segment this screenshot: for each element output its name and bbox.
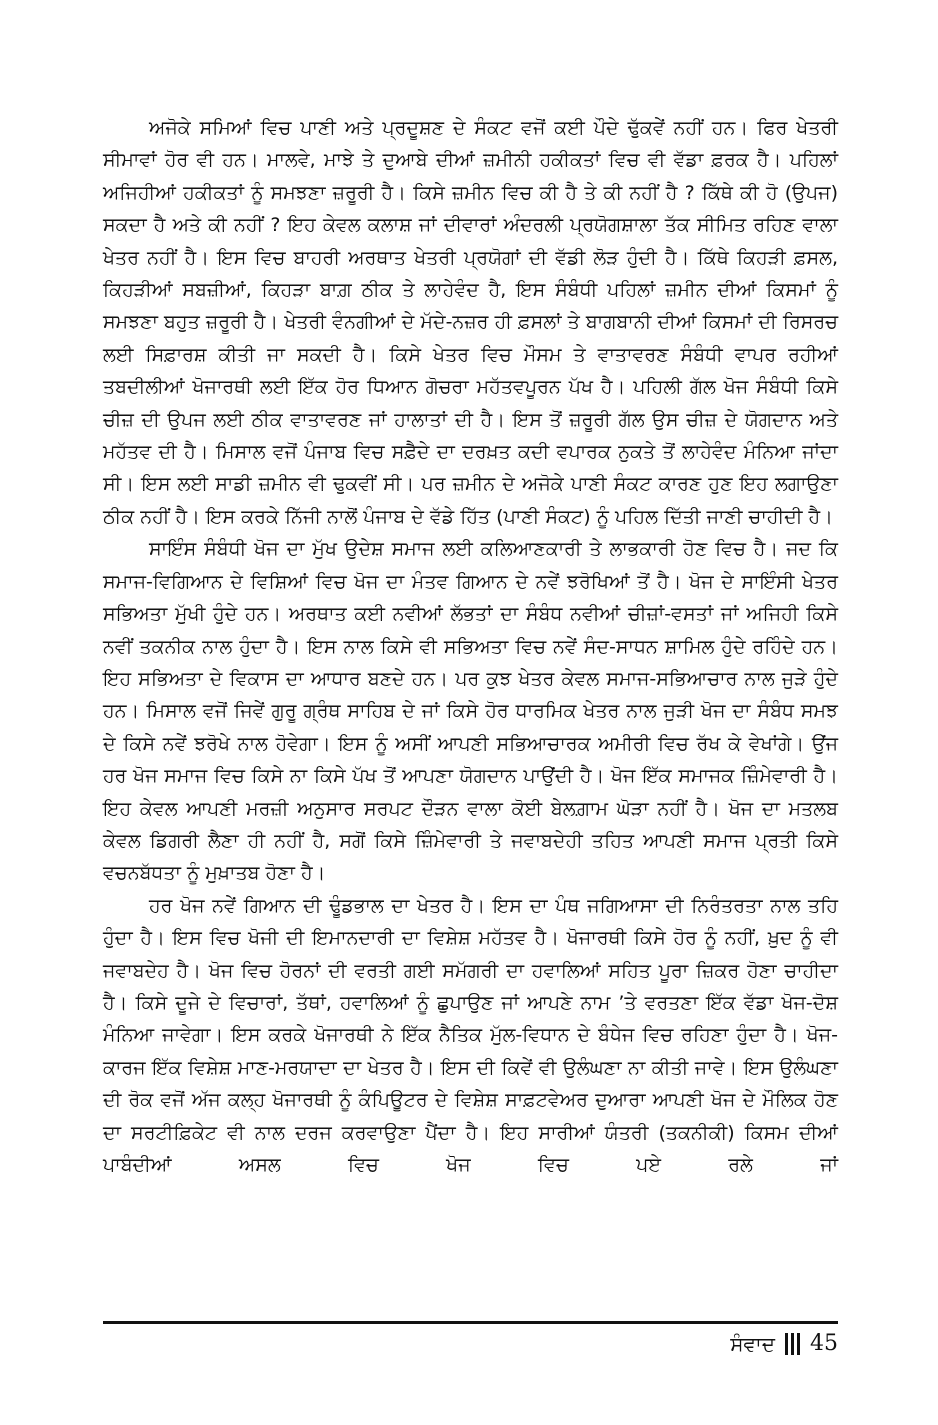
page-footer bbox=[730, 1331, 838, 1356]
paragraph-2: ਸਾਇੰਸ ਸੰਬੰਧੀ ਖੋਜ ਦਾ ਮੁੱਖ ਉਦੇਸ਼ ਸਮਾਜ ਲਈ ਕਲਿਆਣਕਾਰੀ ਤੇ ਲਾਭਕਾਰੀ ਹੋਣ ਵਿਚ ਹੈ। ਜਦ ਕਿ ਸਮਾਜ-ਵਿਗਿਆਨ ਦੇ ਵਿਸ਼ਿਆਂ ਵਿਚ ਖੋਜ ਦਾ ਮੰਤਵ ਗਿਆਨ ਦੇ ਨਵੇਂ ਝਰੋਖਿਆਂ ਤੋਂ ਹੈ। ਖੋਜ ਦੇ ਸਾਇੰਸੀ ਖੇਤਰ ਸਭਿਅਤਾ ਮੁੱਖੀ ਹੁੰਦੇ ਹਨ। ਅਰਥਾਤ ਕਈ ਨਵੀਆਂ ਲੱਭਤਾਂ ਦਾ ਸੰਬੰਧ ਨਵੀਆਂ ਚੀਜ਼ਾਂ-ਵਸਤਾਂ ਜਾਂ ਅਜਿਹੀ ਕਿਸੇ ਨਵੀਂ ਤਕਨੀਕ ਨਾਲ ਹੁੰਦਾ ਹੈ। ਇਸ ਨਾਲ ਕਿਸੇ ਵੀ ਸਭਿਅਤਾ ਵਿਚ ਨਵੇਂ ਸੰਦ-ਸਾਧਨ ਸ਼ਾਮਿਲ ਹੁੰਦੇ ਰਹਿੰਦੇ ਹਨ। ਇਹ ਸਭਿਅਤਾ ਦੇ ਵਿਕਾਸ ਦਾ ਆਧਾਰ ਬਣਦੇ ਹਨ। ਪਰ ਕੁਝ ਖੇਤਰ ਕੇਵਲ ਸਮਾਜ-ਸਭਿਆਚਾਰ ਨਾਲ ਜੁੜੇ ਹੁੰਦੇ ਹਨ। ਮਿਸਾਲ ਵਜੋਂ ਜਿਵੇਂ ਗੁਰੂ ਗ੍ਰੰਥ ਸਾਹਿਬ ਦੇ ਜਾਂ ਕਿਸੇ ਹੋਰ ਧਾਰਮਿਕ ਖੇਤਰ ਨਾਲ ਜੁੜੀ ਖੋਜ ਦਾ ਸੰਬੰਧ ਸਮਝ ਦੇ ਕਿਸੇ ਨਵੇਂ ਝਰੋਖੇ ਨਾਲ ਹੋਵੇਗਾ। ਇਸ ਨੂੰ ਅਸੀਂ ਆਪਣੀ ਸਭਿਆਚਾਰਕ ਅਮੀਰੀ ਵਿਚ ਰੱਖ ਕੇ ਵੇਖਾਂਗੇ। ਉਂਜ ਹਰ ਖੋਜ ਸਮਾਜ ਵਿਚ ਕਿਸੇ ਨਾ ਕਿਸੇ ਪੱਖ ਤੋਂ ਆਪਣਾ ਯੋਗਦਾਨ ਪਾਉਂਦੀ ਹੈ। ਖੋਜ ਇੱਕ ਸਮਾਜਕ ਜ਼ਿੰਮੇਵਾਰੀ ਹੈ। ਇਹ ਕੇਵਲ ਆਪਣੀ ਮਰਜ਼ੀ ਅਨੁਸਾਰ ਸਰਪਟ ਦੌੜਨ ਵਾਲਾ ਕੋਈ ਬੇਲਗ਼ਾਮ ਘੋੜਾ ਨਹੀਂ ਹੈ। ਖੋਜ ਦਾ ਮਤਲਬ ਕੇਵਲ ਡਿਗਰੀ ਲੈਣਾ ਹੀ ਨਹੀਂ ਹੈ, ਸਗੋਂ ਕਿਸੇ ਜ਼ਿੰਮੇਵਾਰੀ ਤੇ ਜਵਾਬਦੇਹੀ ਤਹਿਤ ਆਪਣੀ ਸਮਾਜ ਪ੍ਰਤੀ ਕਿਸੇ ਵਚਨਬੱਧਤਾ ਨੂੰ ਮੁਖ਼ਾਤਬ ਹੋਣਾ ਹੈ। bbox=[103, 538, 838, 885]
journal-name: ਸੰਵਾਦ bbox=[730, 1331, 775, 1356]
footer-rule bbox=[103, 1321, 838, 1324]
page-number: 45 bbox=[810, 1331, 838, 1356]
paragraph-1: ਅਜੋਕੇ ਸਮਿਆਂ ਵਿਚ ਪਾਣੀ ਅਤੇ ਪ੍ਰਦੂਸ਼ਣ ਦੇ ਸੰਕਟ ਵਜੋਂ ਕਈ ਪੌਦੇ ਢੁੱਕਵੇਂ ਨਹੀਂ ਹਨ। ਫਿਰ ਖੇਤਰੀ ਸੀਮਾਵਾਂ ਹੋਰ ਵੀ ਹਨ। ਮਾਲਵੇ, ਮਾਝੇ ਤੇ ਦੁਆਬੇ ਦੀਆਂ ਜ਼ਮੀਨੀ ਹਕੀਕਤਾਂ ਵਿਚ ਵੀ ਵੱਡਾ ਫ਼ਰਕ ਹੈ। ਪਹਿਲਾਂ ਅਜਿਹੀਆਂ ਹਕੀਕਤਾਂ ਨੂੰ ਸਮਝਣਾ ਜ਼ਰੂਰੀ ਹੈ। ਕਿਸੇ ਜ਼ਮੀਨ ਵਿਚ ਕੀ ਹੈ ਤੇ ਕੀ ਨਹੀਂ ਹੈ ? ਕਿੱਥੇ ਕੀ ਹੋ (ਉਪਜ) ਸਕਦਾ ਹੈ ਅਤੇ ਕੀ ਨਹੀਂ ? ਇਹ ਕੇਵਲ ਕਲਾਸ਼ ਜਾਂ ਦੀਵਾਰਾਂ ਅੰਦਰਲੀ ਪ੍ਰਯੋਗਸ਼ਾਲਾ ਤੱਕ ਸੀਮਿਤ ਰਹਿਣ ਵਾਲਾ ਖੇਤਰ ਨਹੀਂ ਹੈ। ਇਸ ਵਿਚ ਬਾਹਰੀ ਅਰਥਾਤ ਖੇਤਰੀ ਪ੍ਰਯੋਗਾਂ ਦੀ ਵੱਡੀ ਲੋੜ ਹੁੰਦੀ ਹੈ। ਕਿੱਥੇ ਕਿਹੜੀ ਫ਼ਸਲ, ਕਿਹੜੀਆਂ ਸਬਜ਼ੀਆਂ, ਕਿਹੜਾ ਬਾਗ਼ ਠੀਕ ਤੇ ਲਾਹੇਵੰਦ ਹੈ, ਇਸ ਸੰਬੰਧੀ ਪਹਿਲਾਂ ਜ਼ਮੀਨ ਦੀਆਂ ਕਿਸਮਾਂ ਨੂੰ ਸਮਝਣਾ ਬਹੁਤ ਜ਼ਰੂਰੀ ਹੈ। ਖੇਤਰੀ ਵੰਨਗੀਆਂ ਦੇ ਮੱਦੇ-ਨਜ਼ਰ ਹੀ ਫ਼ਸਲਾਂ ਤੇ ਬਾਗਬਾਨੀ ਦੀਆਂ ਕਿਸਮਾਂ ਦੀ ਰਿਸਰਚ ਲਈ ਸਿਫ਼ਾਰਸ਼ ਕੀਤੀ ਜਾ ਸਕਦੀ ਹੈ। ਕਿਸੇ ਖੇਤਰ ਵਿਚ ਮੌਸਮ ਤੇ ਵਾਤਾਵਰਣ ਸੰਬੰਧੀ ਵਾਪਰ ਰਹੀਆਂ ਤਬਦੀਲੀਆਂ ਖੋਜਾਰਥੀ ਲਈ ਇੱਕ ਹੋਰ ਧਿਆਨ ਗੋਚਰਾ ਮਹੱਤਵਪੂਰਨ ਪੱਖ ਹੈ। ਪਹਿਲੀ ਗੱਲ ਖੋਜ ਸੰਬੰਧੀ ਕਿਸੇ ਚੀਜ਼ ਦੀ ਉਪਜ ਲਈ ਠੀਕ ਵਾਤਾਵਰਣ ਜਾਂ ਹਾਲਾਤਾਂ ਦੀ ਹੈ। ਇਸ ਤੋਂ ਜ਼ਰੂਰੀ ਗੱਲ ਉਸ ਚੀਜ਼ ਦੇ ਯੋਗਦਾਨ ਅਤੇ ਮਹੱਤਵ ਦੀ ਹੈ। ਮਿਸਾਲ ਵਜੋਂ ਪੰਜਾਬ ਵਿਚ ਸਫ਼ੈਦੇ ਦਾ ਦਰਖ਼ਤ ਕਦੀ ਵਪਾਰਕ ਨੁਕਤੇ ਤੋਂ ਲਾਹੇਵੰਦ ਮੰਨਿਆ ਜਾਂਦਾ ਸੀ। ਇਸ ਲਈ ਸਾਡੀ ਜ਼ਮੀਨ ਵੀ ਢੁਕਵੀਂ ਸੀ। ਪਰ ਜ਼ਮੀਨ ਦੇ ਅਜੋਕੇ ਪਾਣੀ ਸੰਕਟ ਕਾਰਣ ਹੁਣ ਇਹ ਲਗਾਉਣਾ ਠੀਕ ਨਹੀਂ ਹੈ। ਇਸ ਕਰਕੇ ਨਿੱਜੀ ਨਾਲੋਂ ਪੰਜਾਬ ਦੇ ਵੱਡੇ ਹਿੱਤ (ਪਾਣੀ ਸੰਕਟ) ਨੂੰ ਪਹਿਲ ਦਿੱਤੀ ਜਾਣੀ ਚਾਹੀਦੀ ਹੈ। bbox=[103, 117, 839, 528]
bars-ornament-icon bbox=[785, 1333, 800, 1355]
body-text bbox=[103, 112, 838, 1181]
paragraph-3: ਹਰ ਖੋਜ ਨਵੇਂ ਗਿਆਨ ਦੀ ਢੂੰਡਭਾਲ ਦਾ ਖੇਤਰ ਹੈ। ਇਸ ਦਾ ਪੰਥ ਜਗਿਆਸਾ ਦੀ ਨਿਰੰਤਰਤਾ ਨਾਲ ਤਹਿ ਹੁੰਦਾ ਹੈ। ਇਸ ਵਿਚ ਖੋਜੀ ਦੀ ਇਮਾਨਦਾਰੀ ਦਾ ਵਿਸ਼ੇਸ਼ ਮਹੱਤਵ ਹੈ। ਖੋਜਾਰਥੀ ਕਿਸੇ ਹੋਰ ਨੂੰ ਨਹੀਂ, ਖ਼ੁਦ ਨੂੰ ਵੀ ਜਵਾਬਦੇਹ ਹੈ। ਖੋਜ ਵਿਚ ਹੋਰਨਾਂ ਦੀ ਵਰਤੀ ਗਈ ਸਮੱਗਰੀ ਦਾ ਹਵਾਲਿਆਂ ਸਹਿਤ ਪੂਰਾ ਜ਼ਿਕਰ ਹੋਣਾ ਚਾਹੀਦਾ ਹੈ। ਕਿਸੇ ਦੂਜੇ ਦੇ ਵਿਚਾਰਾਂ, ਤੱਥਾਂ, ਹਵਾਲਿਆਂ ਨੂੰ ਛੁਪਾਉਣ ਜਾਂ ਆਪਣੇ ਨਾਮ ’ਤੇ ਵਰਤਣਾ ਇੱਕ ਵੱਡਾ ਖੋਜ-ਦੋਸ਼ ਮੰਨਿਆ ਜਾਵੇਗਾ। ਇਸ ਕਰਕੇ ਖੋਜਾਰਥੀ ਨੇ ਇੱਕ ਨੈਤਿਕ ਮੁੱਲ-ਵਿਧਾਨ ਦੇ ਬੰਧੇਜ ਵਿਚ ਰਹਿਣਾ ਹੁੰਦਾ ਹੈ। ਖੋਜ-ਕਾਰਜ ਇੱਕ ਵਿਸ਼ੇਸ਼ ਮਾਣ-ਮਰਯਾਦਾ ਦਾ ਖੇਤਰ ਹੈ। ਇਸ ਦੀ ਕਿਵੇਂ ਵੀ ਉਲੰਘਣਾ ਨਾ ਕੀਤੀ ਜਾਵੇ। ਇਸ ਉਲੰਘਣਾ ਦੀ ਰੋਕ ਵਜੋਂ ਅੱਜ ਕਲ੍ਹ ਖੋਜਾਰਥੀ ਨੂੰ ਕੰਪਿਊਟਰ ਦੇ ਵਿਸ਼ੇਸ਼ ਸਾਫ਼ਟਵੇਅਰ ਦੁਆਰਾ ਆਪਣੀ ਖੋਜ ਦੇ ਮੌਲਿਕ ਹੋਣ ਦਾ ਸਰਟੀਫ਼ਿਕੇਟ ਵੀ ਨਾਲ ਦਰਜ ਕਰਵਾਉਣਾ ਪੈਂਦਾ ਹੈ। ਇਹ ਸਾਰੀਆਂ ਯੰਤਰੀ (ਤਕਨੀਕੀ) ਕਿਸਮ ਦੀਆਂ ਪਾਬੰਦੀਆਂ ਅਸਲ ਵਿਚ ਖੋਜ ਵਿਚ ਪਏ ਰਲੇ ਜਾਂ bbox=[103, 894, 838, 1176]
